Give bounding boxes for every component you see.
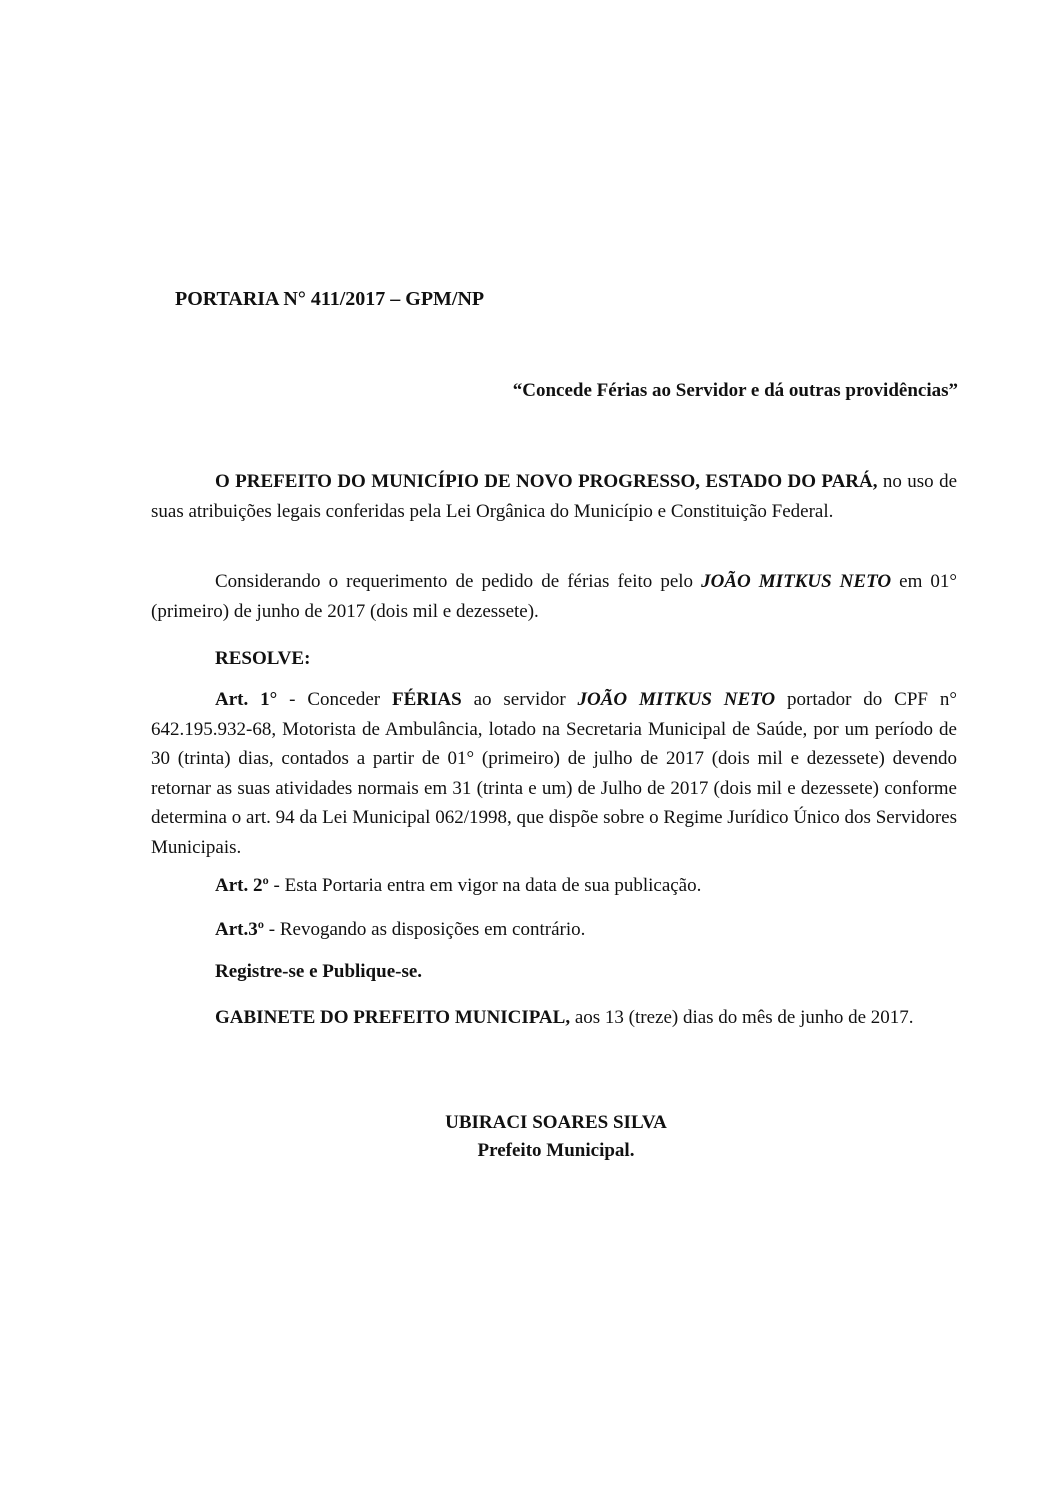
article-1-ferias: FÉRIAS [392,689,462,710]
preamble-text: no uso de suas atribuições legais conferidas pela Lei Orgânica do Município e Constituição Federal. [151,471,958,522]
document-title: PORTARIA N° 411/2017 – GPM/NP [175,288,485,310]
considerando-lead: Considerando o requerimento de pedido de férias feito pelo [215,571,702,592]
article-3-text: - Revogando as disposições em contrário. [264,919,586,940]
signatory-name: UBIRACI SOARES SILVA [445,1112,667,1133]
gabinete-text: aos 13 (treze) dias do mês de junho de 2017. [570,1007,914,1028]
document-ementa: “Concede Férias ao Servidor e dá outras providências” [512,380,958,401]
article-1-text-c: portador do CPF n° 642.195.932-68, Motorista de Ambulância, lotado na Secretaria Municipal de Saúde, por um período de 30 (trinta) dias, contados a partir de 01° (primeiro) de julho de 2017 (dois mil e dezessete) devendo retornar as suas atividades normais em 31 (trinta e um) de Julho de 2017 (dois mil e dezessete) conforme determina o art. 94 da Lei Municipal 062/1998, que dispõe sobre o Regime Jurídico Único dos Servidores Municipais. [151,689,957,858]
article-2-label: Art. 2º [215,875,269,896]
article-1-servant-name: JOÃO MITKUS NETO [577,689,776,710]
article-3-paragraph [151,915,957,945]
gabinete-paragraph [151,1003,957,1033]
preamble-paragraph [151,467,957,526]
article-1-paragraph [151,685,957,862]
signature-block [351,1109,761,1165]
preamble-authority: O PREFEITO DO MUNICÍPIO DE NOVO PROGRESSO, ESTADO DO PARÁ, [215,471,878,492]
registre-publique: Registre-se e Publique-se. [215,961,423,982]
article-1-text-a: - Conceder [277,689,392,710]
signatory-role: Prefeito Municipal. [477,1140,635,1161]
article-2-text: - Esta Portaria entra em vigor na data de sua publicação. [268,875,702,896]
considerando-servant-name: JOÃO MITKUS NETO [701,571,892,592]
article-2-paragraph [151,871,957,901]
considerando-tail: em 01° (primeiro) de junho de 2017 (dois mil e dezessete). [151,571,957,622]
considerando-paragraph [151,567,957,626]
article-1-label: Art. 1° [215,689,278,710]
gabinete-label: GABINETE DO PREFEITO MUNICIPAL, [215,1007,571,1028]
resolve-heading: RESOLVE: [215,648,311,669]
article-1-text-b: ao servidor [461,689,578,710]
article-3-label: Art.3º [215,919,265,940]
